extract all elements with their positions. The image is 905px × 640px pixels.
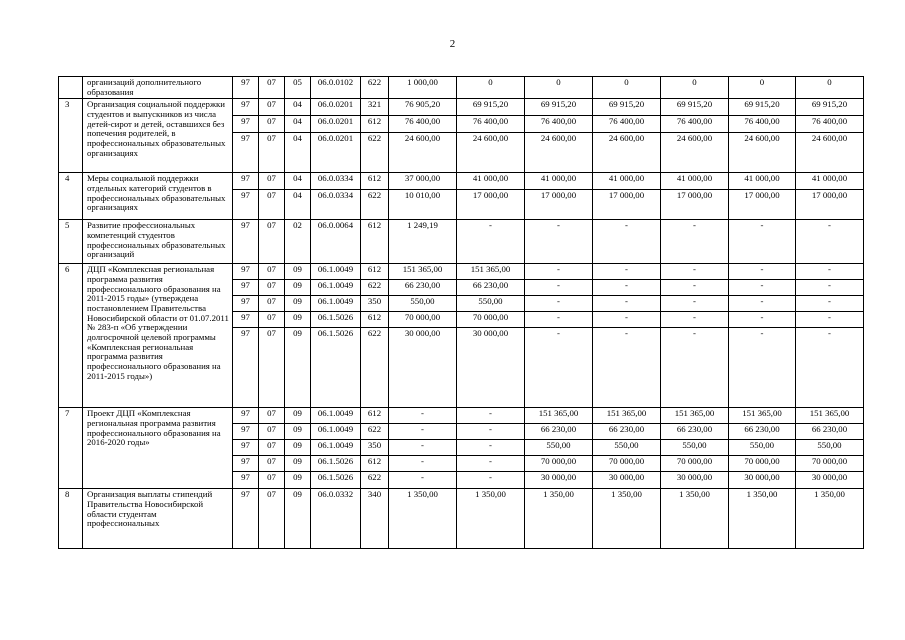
table-cell: 09 [285, 489, 311, 549]
table-cell: 151 365,00 [593, 408, 661, 424]
table-cell: - [729, 312, 796, 328]
table-cell: 06.0.0201 [311, 99, 361, 116]
table-cell: 09 [285, 328, 311, 408]
table-cell: 151 365,00 [796, 408, 864, 424]
table-cell: 97 [233, 133, 259, 173]
table-cell: 0 [661, 77, 729, 99]
table-cell: 06.1.5026 [311, 328, 361, 408]
table-cell: 612 [361, 264, 389, 280]
table-cell: 66 230,00 [525, 424, 593, 440]
table-cell: - [729, 220, 796, 264]
table-cell: 06.1.5026 [311, 456, 361, 472]
table-cell: - [593, 280, 661, 296]
table-cell: 30 000,00 [389, 328, 457, 408]
table-row [59, 77, 864, 99]
table-cell: 151 365,00 [525, 408, 593, 424]
table-cell: - [457, 408, 525, 424]
table-cell: 06.0.0334 [311, 173, 361, 190]
table-cell: 09 [285, 312, 311, 328]
table-cell: 06.1.5026 [311, 472, 361, 489]
table-cell: - [661, 312, 729, 328]
table-cell: - [593, 296, 661, 312]
row-number: 7 [59, 408, 83, 489]
table-cell: 07 [259, 424, 285, 440]
table-cell: 97 [233, 99, 259, 116]
table-cell: 04 [285, 133, 311, 173]
row-name: Проект ДЦП «Комплексная региональная программа развития профессионального образования на 2016-2020 годы» [83, 408, 233, 489]
table-cell: 07 [259, 99, 285, 116]
row-name: организаций дополнительного образования [83, 77, 233, 99]
table-cell: - [661, 280, 729, 296]
table-cell: 07 [259, 408, 285, 424]
table-cell: 97 [233, 424, 259, 440]
table-cell: 06.0.0201 [311, 133, 361, 173]
table-cell: 97 [233, 296, 259, 312]
table-cell: 06.1.0049 [311, 296, 361, 312]
table-cell: - [457, 472, 525, 489]
table-cell: 76 400,00 [389, 116, 457, 133]
table-cell: 76 400,00 [661, 116, 729, 133]
table-cell: 97 [233, 408, 259, 424]
table-cell: 66 230,00 [389, 280, 457, 296]
table-cell: 321 [361, 99, 389, 116]
table-cell: 07 [259, 190, 285, 220]
table-cell: 97 [233, 220, 259, 264]
table-cell: 1 350,00 [593, 489, 661, 549]
table-cell: 24 600,00 [457, 133, 525, 173]
table-cell: 97 [233, 190, 259, 220]
table-cell: 76 400,00 [729, 116, 796, 133]
table-cell: 06.1.0049 [311, 408, 361, 424]
table-cell: 24 600,00 [525, 133, 593, 173]
table-cell: - [661, 328, 729, 408]
table-cell: 04 [285, 173, 311, 190]
table-cell: 550,00 [389, 296, 457, 312]
table-cell: - [525, 264, 593, 280]
table-cell: 1 350,00 [525, 489, 593, 549]
table-cell: 06.0.0064 [311, 220, 361, 264]
table-cell: 97 [233, 440, 259, 456]
table-cell: 550,00 [796, 440, 864, 456]
table-cell: 06.1.0049 [311, 424, 361, 440]
table-cell: 06.1.0049 [311, 264, 361, 280]
table-cell: 612 [361, 220, 389, 264]
table-cell: 76 400,00 [796, 116, 864, 133]
table-cell: - [525, 280, 593, 296]
table-cell: - [661, 296, 729, 312]
table-cell: 612 [361, 312, 389, 328]
table-cell: 69 915,20 [796, 99, 864, 116]
table-cell: 76 905,20 [389, 99, 457, 116]
table-cell: 07 [259, 296, 285, 312]
table-cell: 04 [285, 190, 311, 220]
table-cell: 350 [361, 296, 389, 312]
table-cell: 41 000,00 [796, 173, 864, 190]
table-cell: - [796, 328, 864, 408]
table-cell: 09 [285, 424, 311, 440]
table-cell: 24 600,00 [593, 133, 661, 173]
table-cell: - [525, 220, 593, 264]
table-cell: 70 000,00 [796, 456, 864, 472]
table-cell: 06.1.5026 [311, 312, 361, 328]
table-cell: 30 000,00 [661, 472, 729, 489]
table-cell: 70 000,00 [457, 312, 525, 328]
row-number: 4 [59, 173, 83, 220]
table-cell: 24 600,00 [729, 133, 796, 173]
table-cell: 151 365,00 [389, 264, 457, 280]
table-cell: - [457, 220, 525, 264]
table-cell: - [457, 440, 525, 456]
table-cell: 07 [259, 77, 285, 99]
table-cell: 07 [259, 489, 285, 549]
table-cell: 97 [233, 489, 259, 549]
table-cell: 06.0.0332 [311, 489, 361, 549]
table-cell: 1 350,00 [457, 489, 525, 549]
table-cell: 70 000,00 [525, 456, 593, 472]
table-cell: 622 [361, 77, 389, 99]
table-cell: - [796, 296, 864, 312]
table-cell: 70 000,00 [593, 456, 661, 472]
table-cell: 70 000,00 [389, 312, 457, 328]
table-cell: 622 [361, 328, 389, 408]
table-cell: 0 [593, 77, 661, 99]
table-cell: 151 365,00 [661, 408, 729, 424]
table-cell: 07 [259, 472, 285, 489]
table-cell: 1 350,00 [729, 489, 796, 549]
table-cell: 06.1.0049 [311, 280, 361, 296]
table-cell: 151 365,00 [729, 408, 796, 424]
table-cell: 30 000,00 [796, 472, 864, 489]
table-cell: 05 [285, 77, 311, 99]
table-cell: 09 [285, 440, 311, 456]
table-cell: 97 [233, 312, 259, 328]
table-cell: - [593, 328, 661, 408]
table-cell: 350 [361, 440, 389, 456]
table-cell: 09 [285, 472, 311, 489]
table-cell: 41 000,00 [593, 173, 661, 190]
table-cell: 1 350,00 [661, 489, 729, 549]
table-cell: 06.1.0049 [311, 440, 361, 456]
table-cell: 06.0.0102 [311, 77, 361, 99]
table-cell: 97 [233, 77, 259, 99]
table-cell: 17 000,00 [593, 190, 661, 220]
row-number: 5 [59, 220, 83, 264]
table-cell: 17 000,00 [525, 190, 593, 220]
table-cell: 69 915,20 [593, 99, 661, 116]
table-cell: 612 [361, 456, 389, 472]
table-cell: 1 000,00 [389, 77, 457, 99]
table-cell: 76 400,00 [525, 116, 593, 133]
table-cell: - [593, 312, 661, 328]
table-cell: - [661, 264, 729, 280]
table-cell: 550,00 [457, 296, 525, 312]
table-cell: 17 000,00 [457, 190, 525, 220]
table-cell: 76 400,00 [593, 116, 661, 133]
table-cell: 550,00 [729, 440, 796, 456]
table-cell: 09 [285, 296, 311, 312]
table-cell: 30 000,00 [457, 328, 525, 408]
table-cell: 07 [259, 133, 285, 173]
table-cell: - [457, 424, 525, 440]
table-cell: 69 915,20 [729, 99, 796, 116]
table-cell: 70 000,00 [661, 456, 729, 472]
table-cell: 24 600,00 [796, 133, 864, 173]
table-cell: 0 [796, 77, 864, 99]
table-cell: 17 000,00 [729, 190, 796, 220]
table-cell: - [729, 296, 796, 312]
table-cell: 622 [361, 133, 389, 173]
table-cell: 97 [233, 328, 259, 408]
table-row [59, 173, 864, 190]
table-cell: 30 000,00 [525, 472, 593, 489]
table-cell: 17 000,00 [796, 190, 864, 220]
table-cell: - [796, 264, 864, 280]
table-cell: 151 365,00 [457, 264, 525, 280]
table-cell: 07 [259, 264, 285, 280]
table-cell: 97 [233, 456, 259, 472]
table-row [59, 264, 864, 280]
table-cell: - [593, 220, 661, 264]
table-cell: 612 [361, 116, 389, 133]
table-cell: 07 [259, 116, 285, 133]
table-cell: 07 [259, 312, 285, 328]
row-number [59, 77, 83, 99]
table-cell: 97 [233, 280, 259, 296]
table-cell: 550,00 [525, 440, 593, 456]
table-cell: - [796, 220, 864, 264]
table-cell: 07 [259, 328, 285, 408]
table-cell: 41 000,00 [457, 173, 525, 190]
table-cell: - [389, 472, 457, 489]
table-cell: 69 915,20 [457, 99, 525, 116]
table-cell: 41 000,00 [729, 173, 796, 190]
table-row [59, 408, 864, 424]
row-name: ДЦП «Комплексная региональная программа развития профессионального образования на 2011-2015 годы» (утверждена постановлением Правительства Новосибирской области от 01.07.2011 № 283-п «Об утверждении долгосрочной целевой программы «Комплексная региональная программа развития профессионального образования на 2011-2015 годы») [83, 264, 233, 408]
table-cell: - [796, 312, 864, 328]
table-cell: 97 [233, 472, 259, 489]
table-cell: 622 [361, 190, 389, 220]
table-cell: - [389, 408, 457, 424]
table-cell: 07 [259, 280, 285, 296]
row-name: Организация выплаты стипендий Правительства Новосибирской области студентам профессиональных [83, 489, 233, 549]
table-cell: - [729, 280, 796, 296]
table-cell: 66 230,00 [593, 424, 661, 440]
table-cell: - [525, 312, 593, 328]
table-cell: 97 [233, 264, 259, 280]
table-cell: 09 [285, 456, 311, 472]
table-cell: 06.0.0201 [311, 116, 361, 133]
table-cell: 37 000,00 [389, 173, 457, 190]
table-cell: 622 [361, 472, 389, 489]
row-name: Развитие профессиональных компетенций студентов профессиональных образовательных организаций [83, 220, 233, 264]
table-cell: - [729, 328, 796, 408]
table-cell: - [389, 424, 457, 440]
table-cell: 340 [361, 489, 389, 549]
budget-table [58, 76, 864, 549]
table-cell: 97 [233, 116, 259, 133]
table-cell: 1 249,19 [389, 220, 457, 264]
row-name: Организация социальной поддержки студентов и выпускников из числа детей-сирот и детей, оставшихся без попечения родителей, в профессиональных образовательных организациях [83, 99, 233, 173]
table-cell: 66 230,00 [457, 280, 525, 296]
table-cell: 66 230,00 [729, 424, 796, 440]
table-cell: 02 [285, 220, 311, 264]
table-cell: 612 [361, 408, 389, 424]
table-cell: 550,00 [593, 440, 661, 456]
table-cell: 06.0.0334 [311, 190, 361, 220]
table-cell: - [729, 264, 796, 280]
table-cell: 09 [285, 280, 311, 296]
table-cell: 07 [259, 456, 285, 472]
table-cell: 1 350,00 [796, 489, 864, 549]
table-cell: 66 230,00 [796, 424, 864, 440]
table-cell: 622 [361, 280, 389, 296]
table-cell: 66 230,00 [661, 424, 729, 440]
table-cell: - [796, 280, 864, 296]
table-cell: - [661, 220, 729, 264]
table-cell: 30 000,00 [729, 472, 796, 489]
table-row [59, 99, 864, 116]
table-cell: 0 [457, 77, 525, 99]
table-cell: 07 [259, 220, 285, 264]
table-cell: 41 000,00 [661, 173, 729, 190]
table-cell: - [389, 456, 457, 472]
table-cell: 1 350,00 [389, 489, 457, 549]
table-cell: 69 915,20 [525, 99, 593, 116]
table-cell: 550,00 [661, 440, 729, 456]
table-cell: 0 [525, 77, 593, 99]
table-cell: 70 000,00 [729, 456, 796, 472]
table-cell: 04 [285, 99, 311, 116]
table-cell: - [389, 440, 457, 456]
table-cell: 69 915,20 [661, 99, 729, 116]
table-cell: - [593, 264, 661, 280]
table-cell: - [457, 456, 525, 472]
table-cell: 612 [361, 173, 389, 190]
table-cell: 0 [729, 77, 796, 99]
table-cell: 09 [285, 264, 311, 280]
table-cell: - [525, 328, 593, 408]
table-cell: 17 000,00 [661, 190, 729, 220]
table-cell: 24 600,00 [661, 133, 729, 173]
table-cell: 24 600,00 [389, 133, 457, 173]
table-cell: 04 [285, 116, 311, 133]
table-cell: 41 000,00 [525, 173, 593, 190]
row-number: 6 [59, 264, 83, 408]
table-cell: 97 [233, 173, 259, 190]
table-cell: 09 [285, 408, 311, 424]
table-cell: 10 010,00 [389, 190, 457, 220]
row-number: 8 [59, 489, 83, 549]
table-cell: 622 [361, 424, 389, 440]
table-cell: - [525, 296, 593, 312]
table-row [59, 489, 864, 549]
row-number: 3 [59, 99, 83, 173]
page-number: 2 [449, 38, 456, 50]
row-name: Меры социальной поддержки отдельных категорий студентов в профессиональных образовательных организациях [83, 173, 233, 220]
table-row [59, 220, 864, 264]
table-cell: 07 [259, 440, 285, 456]
table-cell: 76 400,00 [457, 116, 525, 133]
table-cell: 30 000,00 [593, 472, 661, 489]
table-cell: 07 [259, 173, 285, 190]
